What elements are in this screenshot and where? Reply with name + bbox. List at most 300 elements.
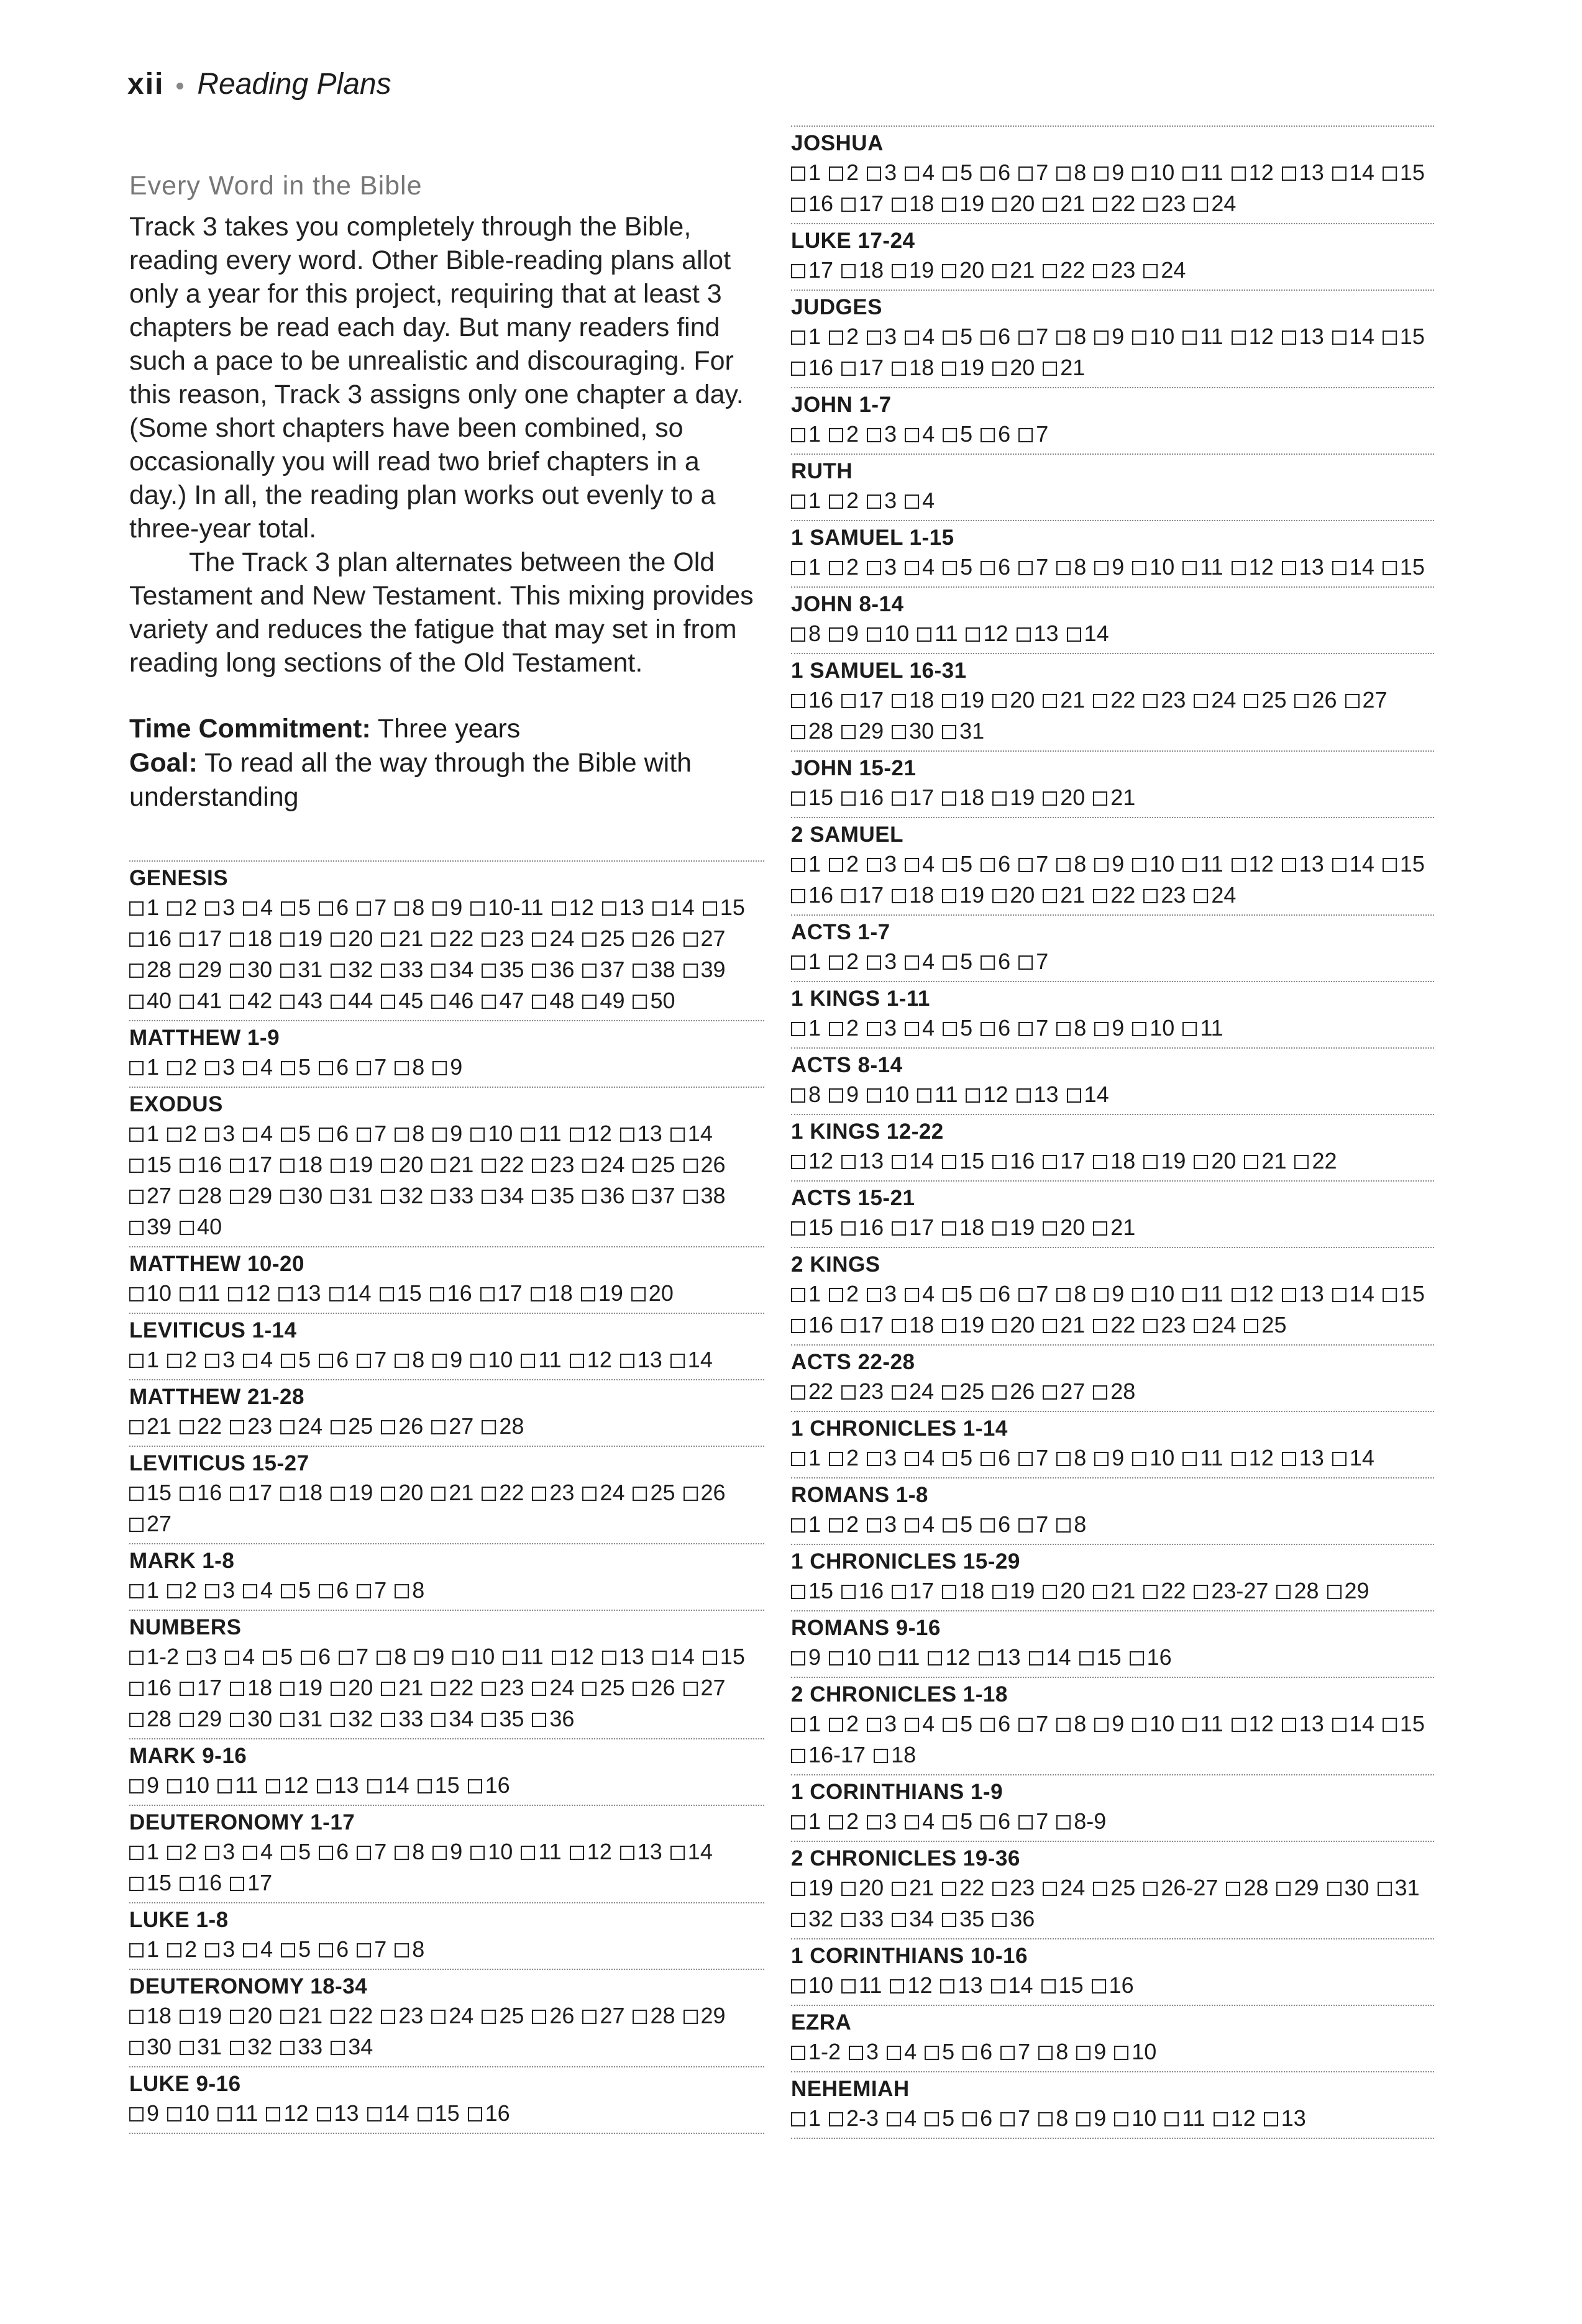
chapter-item[interactable] bbox=[1327, 1575, 1369, 1606]
chapter-item[interactable] bbox=[1093, 782, 1135, 813]
checkbox-icon[interactable] bbox=[230, 1159, 244, 1173]
chapter-item[interactable] bbox=[905, 157, 935, 188]
chapter-item[interactable] bbox=[981, 849, 1010, 880]
chapter-item[interactable] bbox=[180, 1211, 222, 1242]
checkbox-icon[interactable] bbox=[867, 1518, 881, 1533]
checkbox-icon[interactable] bbox=[829, 1288, 843, 1302]
chapter-item[interactable] bbox=[331, 1703, 373, 1734]
checkbox-icon[interactable] bbox=[503, 1651, 517, 1665]
chapter-item[interactable] bbox=[867, 618, 909, 649]
chapter-item[interactable] bbox=[892, 685, 934, 716]
checkbox-icon[interactable] bbox=[633, 995, 647, 1009]
chapter-item[interactable] bbox=[280, 1703, 322, 1734]
checkbox-icon[interactable] bbox=[1143, 889, 1158, 903]
checkbox-icon[interactable] bbox=[532, 1159, 546, 1173]
checkbox-icon[interactable] bbox=[892, 1882, 906, 1896]
chapter-item[interactable] bbox=[942, 352, 984, 383]
checkbox-icon[interactable] bbox=[180, 1221, 194, 1235]
chapter-item[interactable] bbox=[1018, 1708, 1048, 1739]
checkbox-icon[interactable] bbox=[532, 1190, 546, 1204]
chapter-item[interactable] bbox=[129, 892, 159, 923]
checkbox-icon[interactable] bbox=[230, 1487, 244, 1501]
chapter-item[interactable] bbox=[432, 1836, 462, 1867]
chapter-item[interactable] bbox=[1094, 552, 1124, 583]
checkbox-icon[interactable] bbox=[890, 1979, 904, 1994]
checkbox-icon[interactable] bbox=[205, 1943, 219, 1957]
chapter-item[interactable] bbox=[280, 2031, 322, 2062]
checkbox-icon[interactable] bbox=[791, 1088, 805, 1103]
checkbox-icon[interactable] bbox=[205, 1584, 219, 1598]
checkbox-icon[interactable] bbox=[829, 1452, 843, 1466]
chapter-item[interactable] bbox=[1194, 188, 1236, 219]
checkbox-icon[interactable] bbox=[1043, 889, 1057, 903]
chapter-item[interactable] bbox=[892, 1212, 934, 1243]
chapter-item[interactable] bbox=[431, 1477, 473, 1508]
chapter-item[interactable] bbox=[482, 1180, 524, 1211]
checkbox-icon[interactable] bbox=[180, 932, 194, 947]
chapter-item[interactable] bbox=[129, 1118, 159, 1149]
checkbox-icon[interactable] bbox=[684, 2010, 698, 2024]
chapter-item[interactable] bbox=[205, 1836, 235, 1867]
checkbox-icon[interactable] bbox=[867, 858, 881, 872]
checkbox-icon[interactable] bbox=[230, 1190, 244, 1204]
chapter-item[interactable] bbox=[1132, 321, 1174, 352]
checkbox-icon[interactable] bbox=[791, 264, 805, 278]
chapter-item[interactable] bbox=[1214, 2103, 1256, 2134]
chapter-item[interactable] bbox=[1332, 157, 1374, 188]
chapter-item[interactable] bbox=[940, 1970, 982, 2001]
chapter-item[interactable] bbox=[532, 1703, 574, 1734]
chapter-item[interactable] bbox=[431, 1672, 473, 1703]
chapter-item[interactable] bbox=[129, 1575, 159, 1606]
chapter-item[interactable] bbox=[829, 1013, 859, 1044]
chapter-item[interactable] bbox=[280, 1477, 322, 1508]
checkbox-icon[interactable] bbox=[432, 1846, 447, 1860]
chapter-item[interactable] bbox=[684, 1477, 726, 1508]
checkbox-icon[interactable] bbox=[319, 1061, 333, 1075]
checkbox-icon[interactable] bbox=[1056, 1815, 1071, 1830]
checkbox-icon[interactable] bbox=[470, 1846, 485, 1860]
chapter-item[interactable] bbox=[942, 1872, 984, 1903]
checkbox-icon[interactable] bbox=[867, 1452, 881, 1466]
chapter-item[interactable] bbox=[1383, 1278, 1425, 1310]
checkbox-icon[interactable] bbox=[1214, 2112, 1228, 2126]
checkbox-icon[interactable] bbox=[991, 1979, 1005, 1994]
checkbox-icon[interactable] bbox=[992, 791, 1007, 806]
checkbox-icon[interactable] bbox=[167, 1584, 181, 1598]
checkbox-icon[interactable] bbox=[943, 428, 957, 442]
checkbox-icon[interactable] bbox=[1017, 627, 1031, 642]
chapter-item[interactable] bbox=[1194, 685, 1236, 716]
checkbox-icon[interactable] bbox=[452, 1651, 467, 1665]
checkbox-icon[interactable] bbox=[1182, 1452, 1197, 1466]
checkbox-icon[interactable] bbox=[243, 1128, 257, 1142]
checkbox-icon[interactable] bbox=[1232, 330, 1246, 345]
checkbox-icon[interactable] bbox=[1056, 1288, 1071, 1302]
chapter-item[interactable] bbox=[633, 1477, 675, 1508]
checkbox-icon[interactable] bbox=[1276, 1882, 1291, 1896]
checkbox-icon[interactable] bbox=[129, 1061, 144, 1075]
chapter-item[interactable] bbox=[1182, 1013, 1223, 1044]
checkbox-icon[interactable] bbox=[841, 1385, 856, 1400]
chapter-item[interactable] bbox=[470, 892, 543, 923]
chapter-item[interactable] bbox=[129, 1934, 159, 1965]
chapter-item[interactable] bbox=[1043, 880, 1085, 911]
checkbox-icon[interactable] bbox=[129, 932, 144, 947]
chapter-item[interactable] bbox=[503, 1641, 543, 1672]
chapter-item[interactable] bbox=[129, 2000, 171, 2031]
chapter-item[interactable] bbox=[1067, 618, 1109, 649]
chapter-item[interactable] bbox=[1094, 1278, 1124, 1310]
checkbox-icon[interactable] bbox=[829, 428, 843, 442]
chapter-item[interactable] bbox=[228, 1278, 270, 1309]
checkbox-icon[interactable] bbox=[1043, 1882, 1057, 1896]
chapter-item[interactable] bbox=[829, 1509, 859, 1540]
checkbox-icon[interactable] bbox=[791, 1882, 805, 1896]
chapter-item[interactable] bbox=[180, 2000, 222, 2031]
chapter-item[interactable] bbox=[205, 1934, 235, 1965]
chapter-item[interactable] bbox=[482, 954, 524, 985]
chapter-item[interactable] bbox=[1232, 849, 1274, 880]
checkbox-icon[interactable] bbox=[482, 1487, 496, 1501]
checkbox-icon[interactable] bbox=[1132, 561, 1146, 575]
checkbox-icon[interactable] bbox=[943, 1022, 957, 1036]
checkbox-icon[interactable] bbox=[791, 1319, 805, 1333]
checkbox-icon[interactable] bbox=[791, 362, 805, 376]
chapter-item[interactable] bbox=[319, 1575, 349, 1606]
checkbox-icon[interactable] bbox=[992, 694, 1007, 708]
checkbox-icon[interactable] bbox=[281, 1061, 295, 1075]
chapter-item[interactable] bbox=[395, 1118, 424, 1149]
checkbox-icon[interactable] bbox=[278, 1287, 293, 1301]
checkbox-icon[interactable] bbox=[1327, 1882, 1342, 1896]
checkbox-icon[interactable] bbox=[180, 2010, 194, 2024]
checkbox-icon[interactable] bbox=[1094, 1022, 1109, 1036]
checkbox-icon[interactable] bbox=[1092, 1979, 1106, 1994]
checkbox-icon[interactable] bbox=[418, 2107, 432, 2121]
checkbox-icon[interactable] bbox=[570, 1128, 584, 1142]
checkbox-icon[interactable] bbox=[703, 1651, 717, 1665]
checkbox-icon[interactable] bbox=[281, 1846, 295, 1860]
checkbox-icon[interactable] bbox=[791, 889, 805, 903]
chapter-item[interactable] bbox=[791, 946, 821, 977]
chapter-item[interactable] bbox=[381, 985, 423, 1016]
checkbox-icon[interactable] bbox=[1383, 1718, 1397, 1732]
checkbox-icon[interactable] bbox=[243, 1584, 257, 1598]
chapter-item[interactable] bbox=[381, 1180, 423, 1211]
checkbox-icon[interactable] bbox=[532, 2010, 546, 2024]
chapter-item[interactable] bbox=[331, 1672, 373, 1703]
chapter-item[interactable] bbox=[1043, 685, 1085, 716]
chapter-item[interactable] bbox=[380, 1278, 422, 1309]
chapter-item[interactable] bbox=[280, 954, 322, 985]
chapter-item[interactable] bbox=[1143, 188, 1186, 219]
checkbox-icon[interactable] bbox=[180, 964, 194, 978]
chapter-item[interactable] bbox=[381, 923, 423, 954]
checkbox-icon[interactable] bbox=[263, 1651, 277, 1665]
chapter-item[interactable] bbox=[1056, 1442, 1086, 1474]
checkbox-icon[interactable] bbox=[1232, 166, 1246, 181]
checkbox-icon[interactable] bbox=[905, 1815, 919, 1830]
chapter-item[interactable] bbox=[1244, 1310, 1286, 1341]
chapter-item[interactable] bbox=[829, 849, 859, 880]
checkbox-icon[interactable] bbox=[129, 1713, 144, 1727]
checkbox-icon[interactable] bbox=[905, 858, 919, 872]
chapter-item[interactable] bbox=[942, 1146, 984, 1177]
checkbox-icon[interactable] bbox=[829, 2112, 843, 2126]
chapter-item[interactable] bbox=[381, 1477, 423, 1508]
checkbox-icon[interactable] bbox=[430, 1287, 444, 1301]
checkbox-icon[interactable] bbox=[1244, 1319, 1258, 1333]
checkbox-icon[interactable] bbox=[431, 1420, 446, 1434]
chapter-item[interactable] bbox=[791, 1970, 833, 2001]
chapter-item[interactable] bbox=[892, 1903, 934, 1934]
checkbox-icon[interactable] bbox=[905, 1518, 919, 1533]
chapter-item[interactable] bbox=[943, 946, 972, 977]
checkbox-icon[interactable] bbox=[129, 1287, 144, 1301]
chapter-item[interactable] bbox=[470, 1118, 513, 1149]
checkbox-icon[interactable] bbox=[129, 1943, 144, 1957]
chapter-item[interactable] bbox=[1282, 1442, 1324, 1474]
checkbox-icon[interactable] bbox=[1093, 1882, 1107, 1896]
chapter-item[interactable] bbox=[452, 1641, 495, 1672]
chapter-item[interactable] bbox=[129, 2031, 171, 2062]
chapter-item[interactable] bbox=[230, 1477, 272, 1508]
checkbox-icon[interactable] bbox=[942, 1221, 956, 1236]
chapter-item[interactable] bbox=[620, 1836, 662, 1867]
checkbox-icon[interactable] bbox=[281, 1943, 295, 1957]
chapter-item[interactable] bbox=[917, 1079, 958, 1110]
checkbox-icon[interactable] bbox=[1094, 561, 1109, 575]
checkbox-icon[interactable] bbox=[1332, 1718, 1347, 1732]
checkbox-icon[interactable] bbox=[1383, 1288, 1397, 1302]
chapter-item[interactable] bbox=[280, 923, 322, 954]
chapter-item[interactable] bbox=[1182, 1442, 1223, 1474]
checkbox-icon[interactable] bbox=[205, 901, 219, 916]
chapter-item[interactable] bbox=[943, 1708, 972, 1739]
chapter-item[interactable] bbox=[962, 2036, 992, 2067]
chapter-item[interactable] bbox=[1143, 1872, 1218, 1903]
checkbox-icon[interactable] bbox=[1232, 1718, 1246, 1732]
chapter-item[interactable] bbox=[331, 985, 373, 1016]
chapter-item[interactable] bbox=[1067, 1079, 1109, 1110]
chapter-item[interactable] bbox=[1194, 880, 1236, 911]
chapter-item[interactable] bbox=[962, 2103, 992, 2134]
checkbox-icon[interactable] bbox=[1018, 561, 1033, 575]
checkbox-icon[interactable] bbox=[670, 1128, 685, 1142]
checkbox-icon[interactable] bbox=[1232, 1288, 1246, 1302]
chapter-item[interactable] bbox=[230, 1703, 272, 1734]
chapter-item[interactable] bbox=[319, 1118, 349, 1149]
chapter-item[interactable] bbox=[1056, 1509, 1086, 1540]
chapter-item[interactable] bbox=[867, 1509, 897, 1540]
chapter-item[interactable] bbox=[829, 157, 859, 188]
chapter-item[interactable] bbox=[129, 985, 171, 1016]
chapter-item[interactable] bbox=[829, 552, 859, 583]
checkbox-icon[interactable] bbox=[582, 964, 597, 978]
chapter-item[interactable] bbox=[602, 892, 644, 923]
checkbox-icon[interactable] bbox=[381, 1713, 395, 1727]
checkbox-icon[interactable] bbox=[570, 1354, 584, 1368]
chapter-item[interactable] bbox=[357, 1052, 386, 1083]
chapter-item[interactable] bbox=[331, 2000, 373, 2031]
checkbox-icon[interactable] bbox=[180, 995, 194, 1009]
chapter-item[interactable] bbox=[905, 1013, 935, 1044]
checkbox-icon[interactable] bbox=[1114, 2046, 1128, 2060]
checkbox-icon[interactable] bbox=[981, 1288, 995, 1302]
chapter-item[interactable] bbox=[1093, 1872, 1135, 1903]
chapter-item[interactable] bbox=[1132, 1013, 1174, 1044]
checkbox-icon[interactable] bbox=[1194, 889, 1208, 903]
checkbox-icon[interactable] bbox=[129, 1190, 144, 1204]
checkbox-icon[interactable] bbox=[482, 995, 496, 1009]
checkbox-icon[interactable] bbox=[381, 964, 395, 978]
checkbox-icon[interactable] bbox=[1143, 264, 1158, 278]
checkbox-icon[interactable] bbox=[280, 1713, 295, 1727]
chapter-item[interactable] bbox=[670, 1344, 713, 1375]
checkbox-icon[interactable] bbox=[532, 1682, 546, 1696]
checkbox-icon[interactable] bbox=[1056, 1452, 1071, 1466]
chapter-item[interactable] bbox=[167, 1836, 197, 1867]
chapter-item[interactable] bbox=[1232, 1278, 1274, 1310]
chapter-item[interactable] bbox=[281, 1052, 311, 1083]
chapter-item[interactable] bbox=[890, 1970, 932, 2001]
checkbox-icon[interactable] bbox=[414, 1651, 429, 1665]
checkbox-icon[interactable] bbox=[849, 2046, 863, 2060]
chapter-item[interactable] bbox=[1018, 1013, 1048, 1044]
checkbox-icon[interactable] bbox=[1132, 1022, 1146, 1036]
checkbox-icon[interactable] bbox=[1383, 166, 1397, 181]
chapter-item[interactable] bbox=[430, 1278, 472, 1309]
checkbox-icon[interactable] bbox=[791, 1221, 805, 1236]
chapter-item[interactable] bbox=[482, 1672, 524, 1703]
chapter-item[interactable] bbox=[395, 892, 424, 923]
chapter-item[interactable] bbox=[1056, 157, 1086, 188]
chapter-item[interactable] bbox=[867, 1708, 897, 1739]
chapter-item[interactable] bbox=[892, 716, 934, 747]
chapter-item[interactable] bbox=[1093, 188, 1135, 219]
checkbox-icon[interactable] bbox=[684, 964, 698, 978]
checkbox-icon[interactable] bbox=[892, 264, 906, 278]
chapter-item[interactable] bbox=[633, 985, 675, 1016]
checkbox-icon[interactable] bbox=[281, 901, 295, 916]
checkbox-icon[interactable] bbox=[280, 1420, 295, 1434]
checkbox-icon[interactable] bbox=[1264, 2112, 1278, 2126]
checkbox-icon[interactable] bbox=[841, 791, 856, 806]
chapter-item[interactable] bbox=[129, 1278, 171, 1309]
chapter-item[interactable] bbox=[905, 321, 935, 352]
chapter-item[interactable] bbox=[905, 552, 935, 583]
checkbox-icon[interactable] bbox=[992, 264, 1007, 278]
chapter-item[interactable] bbox=[841, 352, 884, 383]
chapter-item[interactable] bbox=[205, 892, 235, 923]
checkbox-icon[interactable] bbox=[395, 1354, 409, 1368]
checkbox-icon[interactable] bbox=[167, 1061, 181, 1075]
chapter-item[interactable] bbox=[129, 1836, 159, 1867]
chapter-item[interactable] bbox=[633, 1180, 675, 1211]
checkbox-icon[interactable] bbox=[243, 1061, 257, 1075]
chapter-item[interactable] bbox=[841, 1970, 882, 2001]
checkbox-icon[interactable] bbox=[1018, 428, 1033, 442]
chapter-item[interactable] bbox=[180, 923, 222, 954]
checkbox-icon[interactable] bbox=[791, 1815, 805, 1830]
checkbox-icon[interactable] bbox=[1132, 858, 1146, 872]
chapter-item[interactable] bbox=[992, 880, 1035, 911]
checkbox-icon[interactable] bbox=[1332, 858, 1347, 872]
chapter-item[interactable] bbox=[905, 1708, 935, 1739]
chapter-item[interactable] bbox=[1093, 685, 1135, 716]
chapter-item[interactable] bbox=[1226, 1872, 1268, 1903]
chapter-item[interactable] bbox=[791, 1872, 833, 1903]
chapter-item[interactable] bbox=[281, 1575, 311, 1606]
chapter-item[interactable] bbox=[791, 485, 821, 516]
checkbox-icon[interactable] bbox=[1194, 198, 1208, 212]
chapter-item[interactable] bbox=[521, 1118, 561, 1149]
chapter-item[interactable] bbox=[992, 255, 1035, 286]
checkbox-icon[interactable] bbox=[943, 1815, 957, 1830]
checkbox-icon[interactable] bbox=[581, 1287, 595, 1301]
chapter-item[interactable] bbox=[431, 1411, 473, 1442]
chapter-item[interactable] bbox=[791, 1806, 821, 1837]
chapter-item[interactable] bbox=[942, 1376, 984, 1407]
checkbox-icon[interactable] bbox=[791, 694, 805, 708]
chapter-item[interactable] bbox=[129, 954, 171, 985]
checkbox-icon[interactable] bbox=[582, 1682, 597, 1696]
checkbox-icon[interactable] bbox=[684, 1487, 698, 1501]
chapter-item[interactable] bbox=[230, 985, 272, 1016]
chapter-item[interactable] bbox=[991, 1970, 1033, 2001]
checkbox-icon[interactable] bbox=[1132, 1452, 1146, 1466]
checkbox-icon[interactable] bbox=[602, 901, 616, 916]
checkbox-icon[interactable] bbox=[129, 1354, 144, 1368]
checkbox-icon[interactable] bbox=[1164, 2112, 1179, 2126]
chapter-item[interactable] bbox=[180, 985, 222, 1016]
checkbox-icon[interactable] bbox=[633, 1682, 647, 1696]
chapter-item[interactable] bbox=[431, 923, 473, 954]
checkbox-icon[interactable] bbox=[1018, 1288, 1033, 1302]
checkbox-icon[interactable] bbox=[892, 1155, 906, 1169]
checkbox-icon[interactable] bbox=[943, 1288, 957, 1302]
chapter-item[interactable] bbox=[791, 1903, 833, 1934]
checkbox-icon[interactable] bbox=[1076, 2046, 1090, 2060]
checkbox-icon[interactable] bbox=[129, 1159, 144, 1173]
checkbox-icon[interactable] bbox=[319, 1354, 333, 1368]
checkbox-icon[interactable] bbox=[981, 955, 995, 970]
checkbox-icon[interactable] bbox=[791, 2112, 805, 2126]
chapter-item[interactable] bbox=[532, 1149, 574, 1180]
chapter-item[interactable] bbox=[1056, 1806, 1106, 1837]
chapter-item[interactable] bbox=[570, 1344, 612, 1375]
checkbox-icon[interactable] bbox=[1000, 2112, 1015, 2126]
checkbox-icon[interactable] bbox=[357, 1584, 371, 1598]
checkbox-icon[interactable] bbox=[1056, 561, 1071, 575]
chapter-item[interactable] bbox=[981, 1708, 1010, 1739]
checkbox-icon[interactable] bbox=[943, 955, 957, 970]
checkbox-icon[interactable] bbox=[280, 1682, 295, 1696]
checkbox-icon[interactable] bbox=[381, 1159, 395, 1173]
checkbox-icon[interactable] bbox=[1093, 694, 1107, 708]
checkbox-icon[interactable] bbox=[892, 1385, 906, 1400]
checkbox-icon[interactable] bbox=[432, 1128, 447, 1142]
chapter-item[interactable] bbox=[1018, 1278, 1048, 1310]
checkbox-icon[interactable] bbox=[992, 362, 1007, 376]
chapter-item[interactable] bbox=[570, 1836, 612, 1867]
chapter-item[interactable] bbox=[1383, 1708, 1425, 1739]
checkbox-icon[interactable] bbox=[331, 995, 345, 1009]
chapter-item[interactable] bbox=[331, 954, 373, 985]
checkbox-icon[interactable] bbox=[1067, 627, 1081, 642]
chapter-item[interactable] bbox=[129, 1180, 171, 1211]
